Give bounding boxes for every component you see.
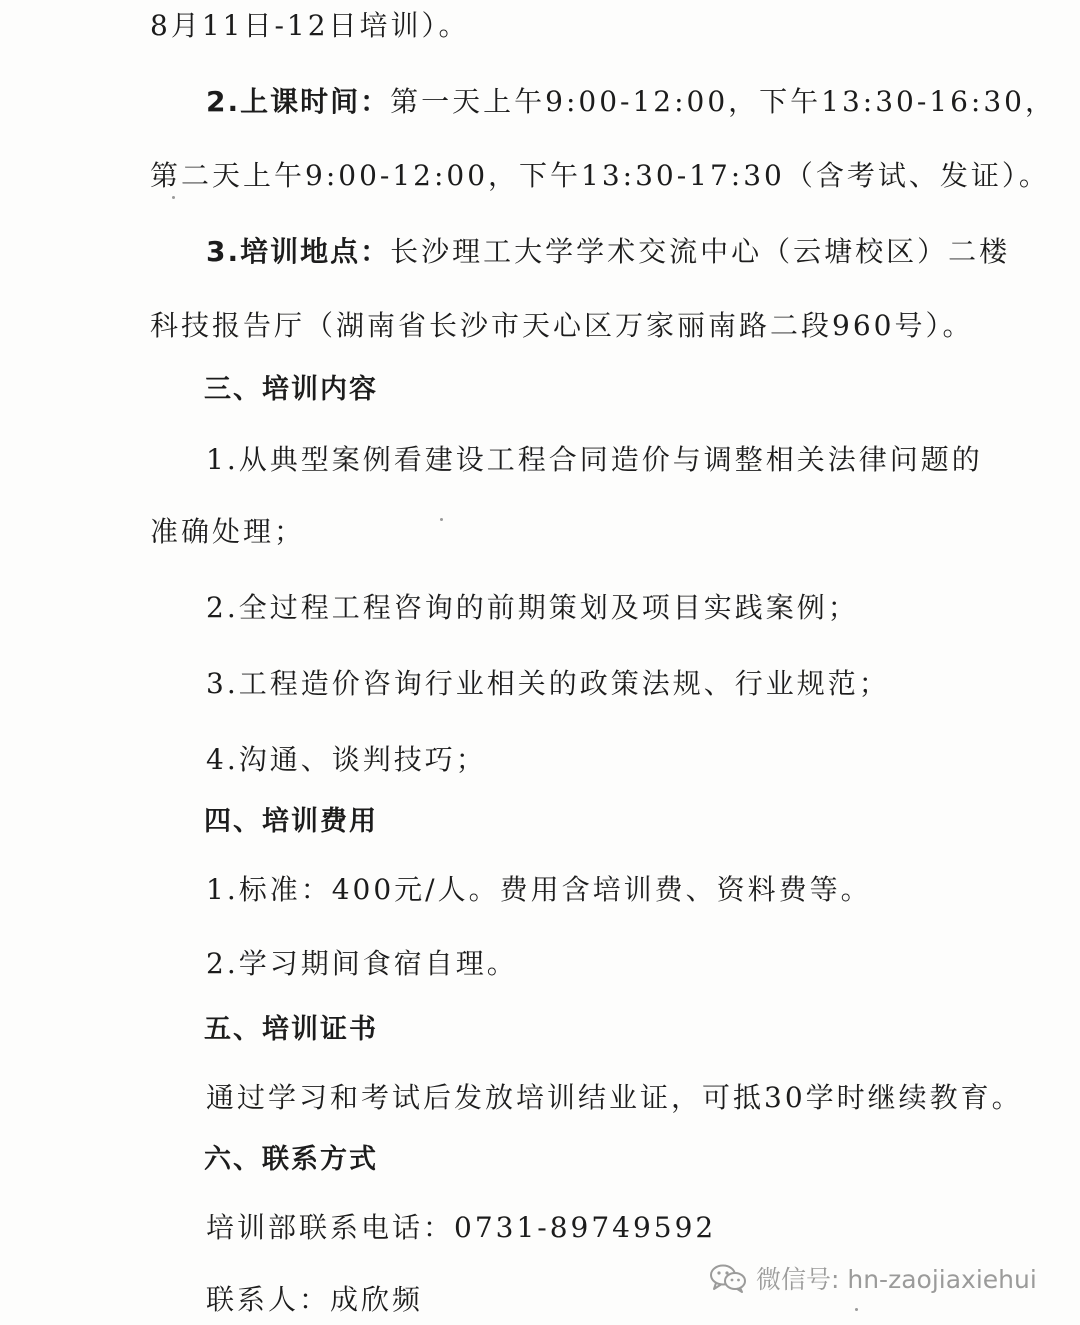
content-item-3: 3.工程造价咨询行业相关的政策法规、行业规范；: [206, 667, 890, 700]
fees-item-2: 2.学习期间食宿自理。: [206, 947, 518, 980]
contact-person: 联系人：成欣频: [206, 1283, 424, 1316]
scan-speck: [440, 518, 443, 521]
line-class-time-cont: 第二天上午9:00-12:00，下午13:30-17:30（含考试、发证）。: [150, 159, 1050, 192]
section-heading-fees: 四、培训费用: [204, 806, 378, 837]
contact-phone: 培训部联系电话：0731-89749592: [206, 1211, 717, 1244]
wechat-watermark: [708, 1258, 1037, 1298]
line-training-dates: 8月11日-12日培训）。: [150, 9, 470, 42]
content-item-1: 1.从典型案例看建设工程合同造价与调整相关法律问题的: [206, 443, 983, 476]
content-item-4: 4.沟通、谈判技巧；: [206, 743, 487, 776]
scan-speck: [855, 1308, 858, 1311]
class-time-text: 第一天上午9:00-12:00，下午13:30-16:30，: [390, 85, 1056, 118]
scan-speck: [172, 196, 175, 199]
location-text: 长沙理工大学学术交流中心（云塘校区）二楼: [390, 235, 1011, 268]
class-time-label: 2.上课时间：: [206, 85, 391, 118]
section-heading-contact: 六、联系方式: [204, 1144, 378, 1175]
content-item-2: 2.全过程工程咨询的前期策划及项目实践案例；: [206, 591, 859, 624]
content-item-1-cont: 准确处理；: [150, 515, 306, 548]
wechat-icon: [708, 1263, 748, 1293]
watermark-text: 微信号: hn-zaojiaxiehui: [756, 1265, 1037, 1294]
section-heading-certificate: 五、培训证书: [204, 1014, 378, 1045]
section-heading-content: 三、培训内容: [204, 374, 378, 405]
certificate-text: 通过学习和考试后发放培训结业证，可抵30学时继续教育。: [206, 1081, 1023, 1114]
fees-item-1: 1.标准：400元/人。费用含培训费、资料费等。: [206, 873, 872, 906]
location-label: 3.培训地点：: [206, 235, 391, 268]
line-class-time: [206, 82, 1056, 122]
line-location-cont: 科技报告厅（湖南省长沙市天心区万家丽南路二段960号）。: [150, 309, 974, 342]
line-location: [206, 232, 1010, 272]
